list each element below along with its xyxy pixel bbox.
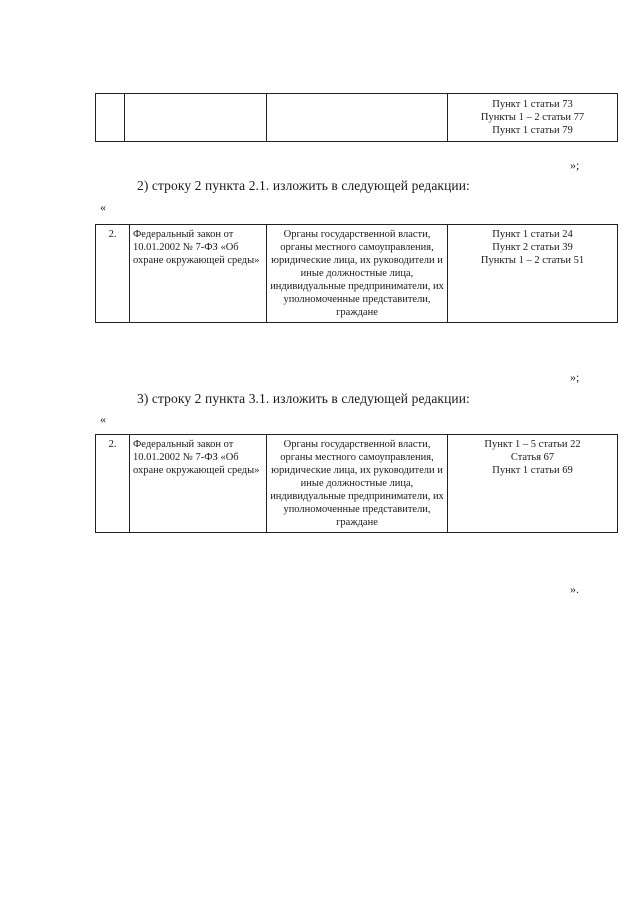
amendment-instruction: 3) строку 2 пункта 3.1. изложить в следующей редакции: — [137, 391, 470, 406]
table-row — [96, 435, 618, 533]
table-cell-articles: Пункт 1 статьи 24 Пункт 2 статьи 39 Пункты 1 – 2 статьи 51 — [448, 225, 618, 323]
table-cell-subjects: Органы государственной власти, органы местного самоуправления, юридические лица, их руководители и иные должностные лица, индивидуальные предприниматели, их уполномоченные представители, граждане — [267, 225, 448, 323]
table-row — [96, 225, 618, 323]
opening-quote: « — [100, 200, 106, 214]
table-row-2-section-3 — [95, 434, 618, 533]
amendment-instruction: 2) строку 2 пункта 2.1. изложить в следующей редакции: — [137, 178, 470, 193]
table-cell-number: 2. — [96, 225, 130, 323]
opening-quote: « — [100, 412, 106, 426]
table-cell-number: 2. — [96, 435, 130, 533]
table-cell-articles: Пункт 1 статьи 73 Пункты 1 – 2 статьи 77 Пункт 1 статьи 79 — [448, 94, 618, 142]
table-cell-law — [125, 94, 267, 142]
closing-quote: »; — [570, 370, 580, 384]
table-cell-law: Федеральный закон от 10.01.2002 № 7-ФЗ «Об охране окружающей среды» — [130, 435, 267, 533]
table-fragment-top — [95, 93, 618, 142]
closing-quote: »; — [570, 158, 580, 172]
table-row — [96, 94, 618, 142]
table-cell-law: Федеральный закон от 10.01.2002 № 7-ФЗ «Об охране окружающей среды» — [130, 225, 267, 323]
closing-quote: ». — [570, 582, 579, 596]
table-cell-subjects: Органы государственной власти, органы местного самоуправления, юридические лица, их руководители и иные должностные лица, индивидуальные предприниматели, их уполномоченные представители, граждане — [267, 435, 448, 533]
table-cell-articles: Пункт 1 – 5 статьи 22 Статья 67 Пункт 1 статьи 69 — [448, 435, 618, 533]
table-cell-number — [96, 94, 125, 142]
table-cell-subjects — [267, 94, 448, 142]
table-row-2-section-2 — [95, 224, 618, 323]
